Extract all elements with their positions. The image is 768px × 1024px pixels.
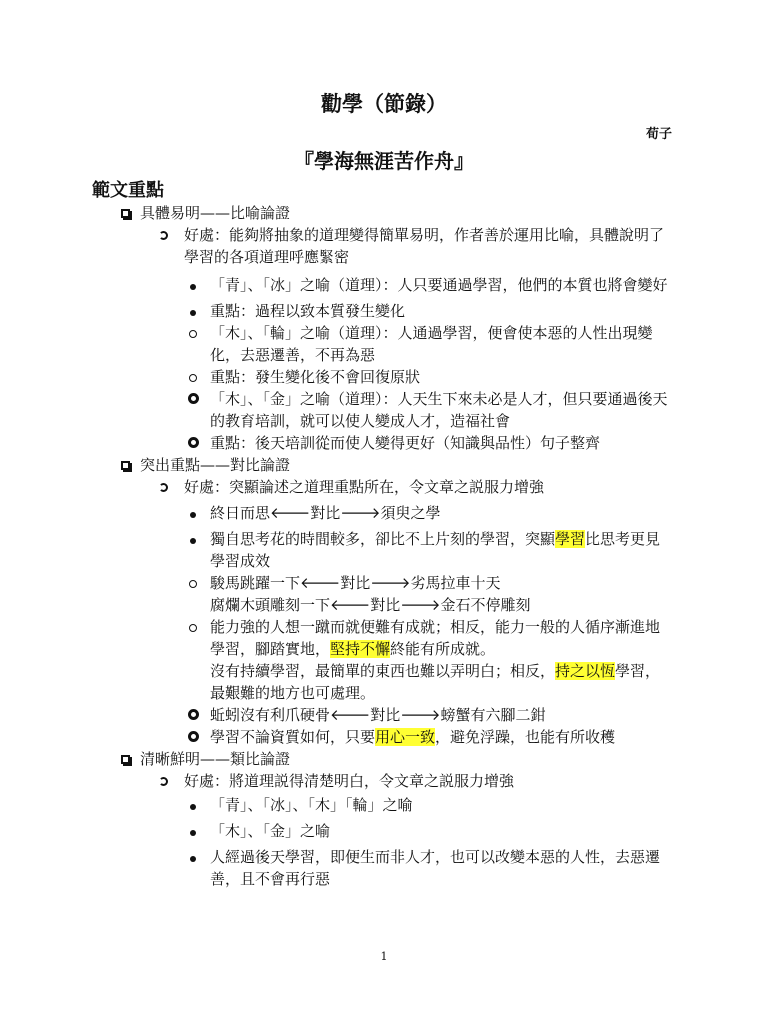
list-item-continuation: 沒有持續學習，最簡單的東西也難以弄明白；相反，持之以恆學習，最艱難的地方也可處理。 (210, 662, 661, 702)
arc-bullet-icon (156, 224, 170, 246)
arc-bullet-icon (156, 770, 170, 792)
arc-bullet-icon (156, 476, 170, 498)
highlight: 堅持不懈 (330, 640, 391, 658)
dot-bullet-icon (186, 300, 200, 322)
list-item: 「木」、「金」之喻（道理）：人天生下來未必是人才，但只要通過後天的教育培訓，就可以使人變成人才，造福社會 (0, 388, 768, 432)
bold-ring-bullet-icon (186, 704, 200, 726)
benefit-2: 好處：突顯論述之道理重點所在，令文章之説服力增強 (0, 476, 768, 498)
list-item: 終日而思🡐對比🡒須臾之學 (0, 502, 768, 524)
list-item: 「青」、「冰」之喻（道理）：人只要通過學習，他們的本質也將會變好 (0, 274, 768, 296)
highlight: 用心一致 (375, 728, 436, 746)
dot-bullet-icon (186, 274, 200, 296)
list-item: 重點：後天培訓從而使人變得更好（知識與品性）句子整齊 (0, 432, 768, 454)
dot-bullet-icon (186, 820, 200, 842)
ring-bullet-icon (186, 366, 200, 388)
dot-bullet-icon (186, 502, 200, 524)
list-item: 人經過後天學習，即便生而非人才，也可以改變本惡的人性，去惡遷善，且不會再行惡 (0, 846, 768, 890)
list-item: 「木」、「金」之喻 (0, 820, 768, 842)
author: 荀子 (645, 127, 672, 142)
ring-bullet-icon (186, 572, 200, 594)
list-item-continuation: 腐爛木頭雕刻一下🡐對比🡒金石不停雕刻 (210, 596, 531, 614)
square-bullet-icon (118, 454, 132, 476)
dot-bullet-icon (186, 846, 200, 868)
page-number: 1 (380, 950, 388, 963)
dot-bullet-icon (186, 528, 200, 550)
bold-ring-bullet-icon (186, 726, 200, 748)
list-item: 駿馬跳躍一下🡐對比🡒劣馬拉車十天 (0, 572, 768, 594)
page-title: 勸學（節錄） (321, 92, 447, 116)
list-item: 蚯蚓沒有利爪硬骨🡐對比🡒螃蟹有六腳二鉗 (0, 704, 768, 726)
section-title: 範文重點 (92, 180, 164, 201)
list-item: 重點：過程以致本質發生變化 (0, 300, 768, 322)
benefit-1: 好處：能夠將抽象的道理變得簡單易明，作者善於運用比喻，具體說明了學習的各項道理呼應緊密 (0, 224, 768, 268)
ring-bullet-icon (186, 616, 200, 638)
dot-bullet-icon (186, 794, 200, 816)
outline-heading-2: 突出重點——對比論證 (0, 454, 768, 476)
list-item: 學習不論資質如何，只要用心一致，避免浮躁，也能有所收穫 (0, 726, 768, 748)
bold-ring-bullet-icon (186, 388, 200, 410)
list-item: 「木」、「輪」之喻（道理）：人通過學習，便會使本惡的人性出現變化，去惡遷善，不再為惡 (0, 322, 768, 366)
list-item: 「青」、「冰」、「木」「輪」之喻 (0, 794, 768, 816)
square-bullet-icon (118, 748, 132, 770)
list-item: 重點：發生變化後不會回復原狀 (0, 366, 768, 388)
outline-heading-1: 具體易明——比喻論證 (0, 202, 768, 224)
square-bullet-icon (118, 202, 132, 224)
outline (0, 202, 768, 890)
list-item: 獨自思考花的時間較多，卻比不上片刻的學習，突顯學習比思考更見學習成效 (0, 528, 768, 572)
highlight: 持之以恆 (555, 662, 616, 680)
outline-heading-3: 清晰鮮明——類比論證 (0, 748, 768, 770)
list-item: 能力強的人想一蹴而就便難有成就；相反，能力一般的人循序漸進地學習，腳踏實地，堅持不懈終能有所成就。 (0, 616, 768, 660)
ring-bullet-icon (186, 322, 200, 344)
highlight: 學習 (555, 530, 586, 548)
benefit-3: 好處：將道理説得清楚明白，令文章之説服力增強 (0, 770, 768, 792)
page-subtitle: 『學海無涯苦作舟』 (294, 149, 474, 173)
bold-ring-bullet-icon (186, 432, 200, 454)
